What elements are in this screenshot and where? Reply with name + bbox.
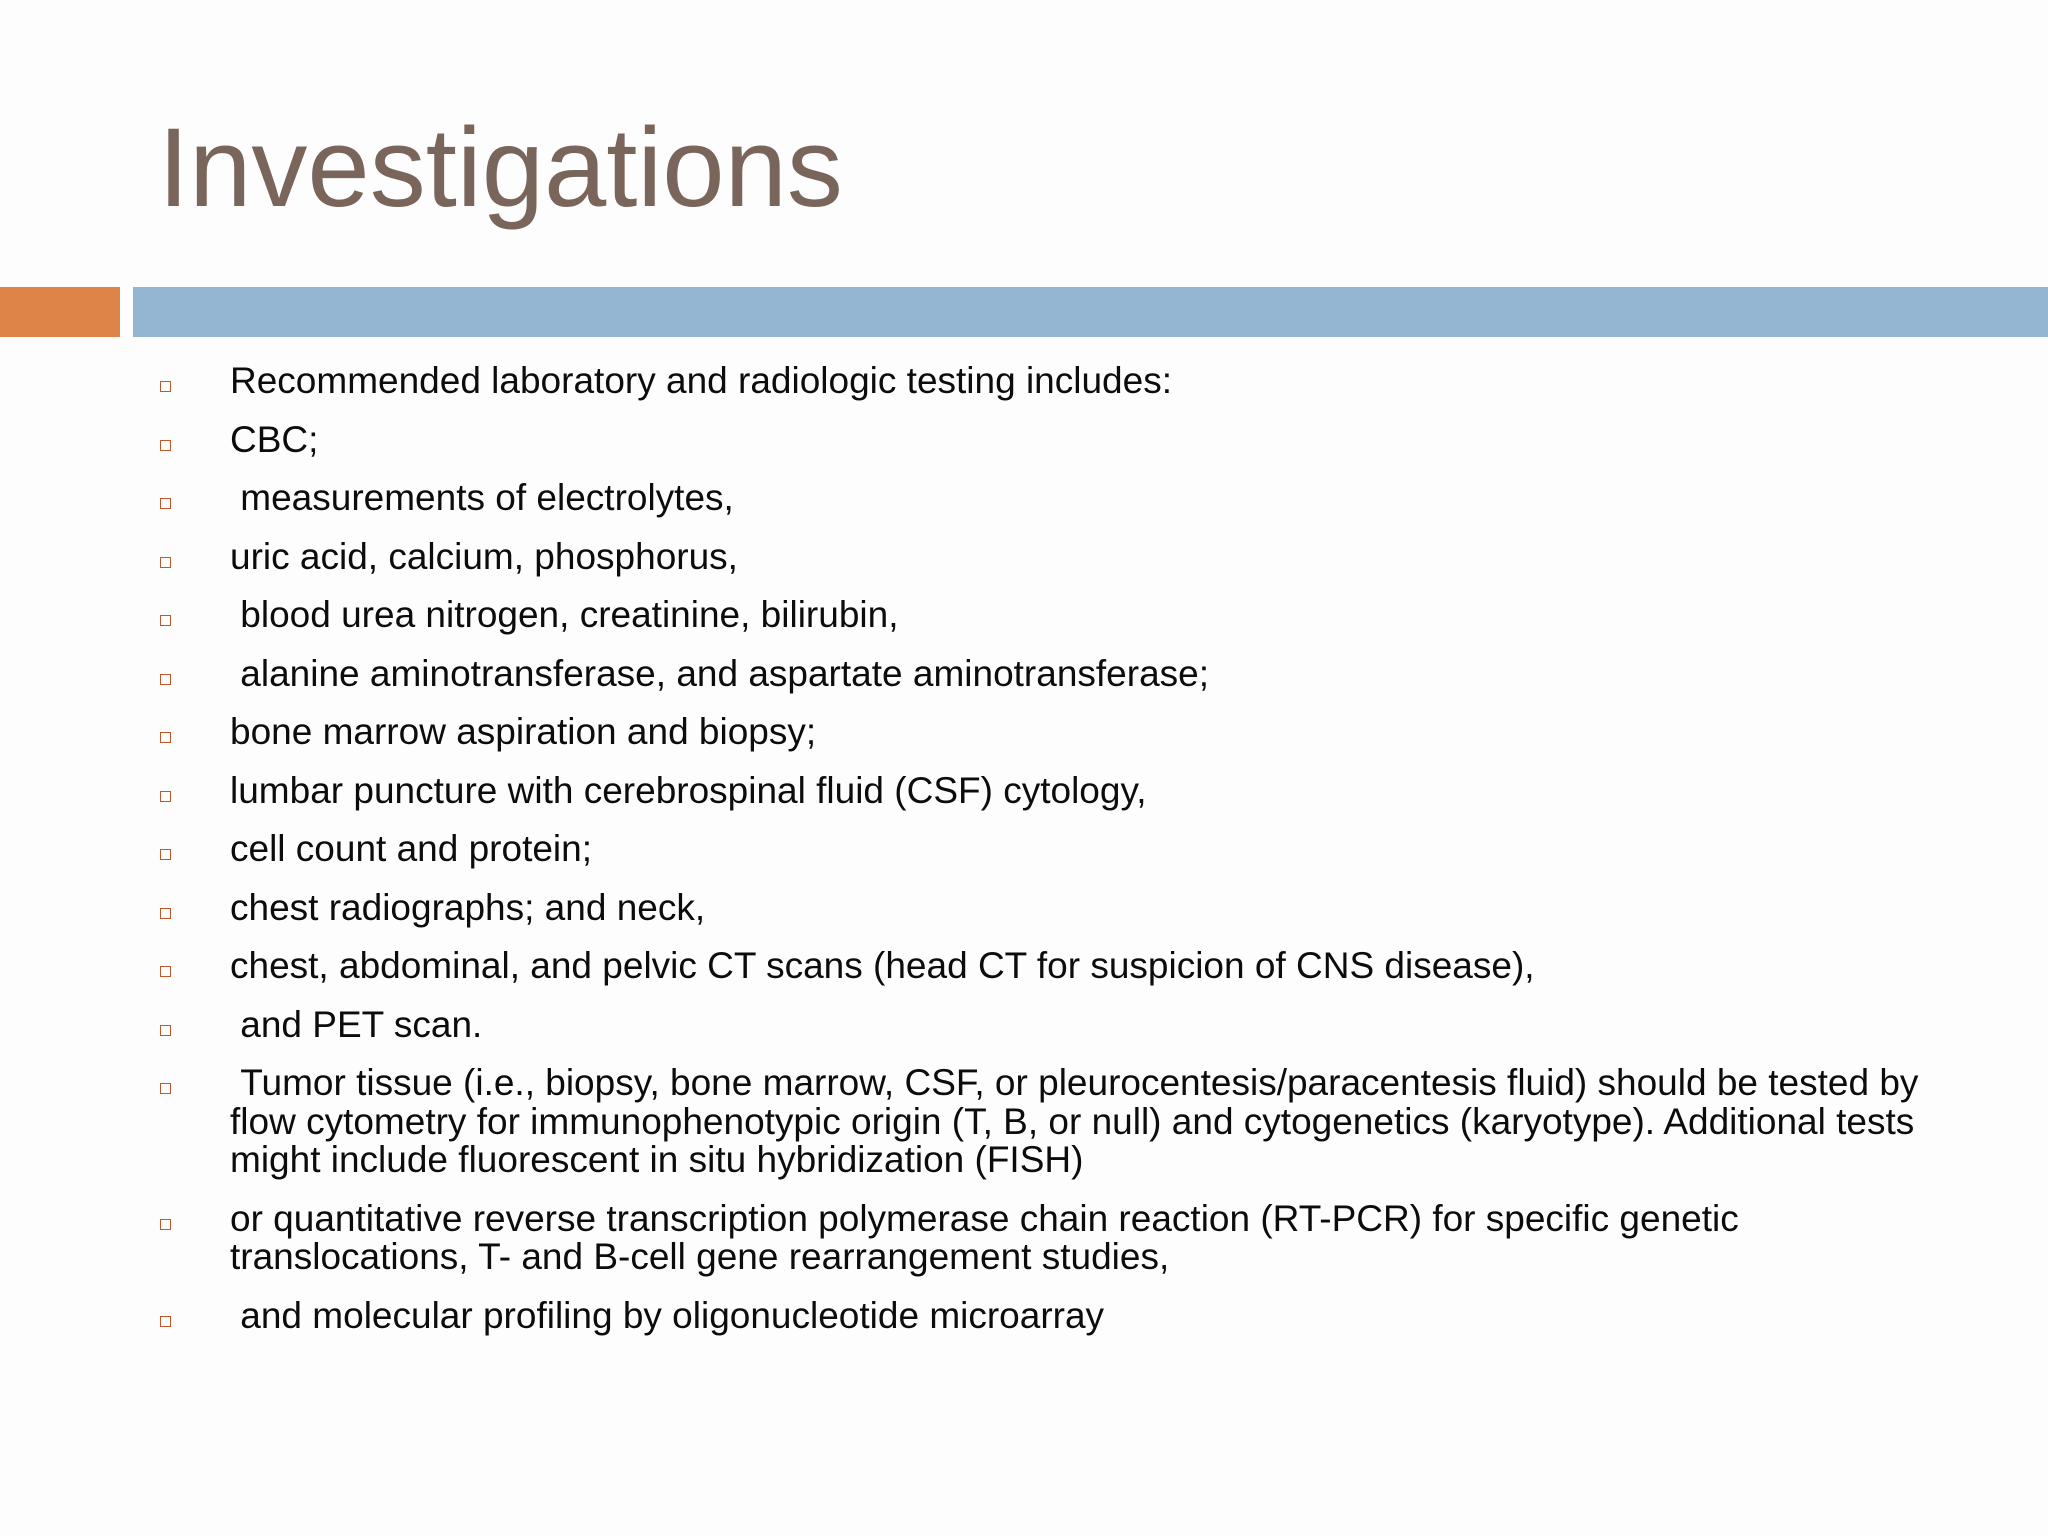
square-bullet-icon — [160, 557, 171, 568]
bullet-text: blood urea nitrogen, creatinine, bilirubin, — [230, 594, 899, 635]
bullet-text: Recommended laboratory and radiologic testing includes: — [230, 360, 1172, 401]
bullet-item — [160, 886, 1960, 928]
bullet-item — [160, 596, 1960, 635]
bullet-text: and PET scan. — [230, 1003, 483, 1045]
bullet-text: cell count and protein; — [230, 828, 593, 869]
bullet-text: chest, abdominal, and pelvic CT scans (head CT for suspicion of CNS disease), — [230, 945, 1535, 986]
bullet-item — [160, 479, 1960, 518]
bullet-item — [160, 1003, 1960, 1045]
bullet-item — [160, 418, 1960, 460]
square-bullet-icon — [160, 1025, 171, 1036]
bullet-list — [160, 362, 1960, 1355]
square-bullet-icon — [160, 440, 171, 451]
square-bullet-icon — [160, 381, 171, 392]
slide-title: Investigations — [158, 105, 843, 230]
bullet-item — [160, 535, 1960, 577]
square-bullet-icon — [160, 1083, 171, 1094]
square-bullet-icon — [160, 498, 171, 509]
square-bullet-icon — [160, 674, 171, 685]
bullet-text: or quantitative reverse transcription polymerase chain reaction (RT-PCR) for specific genetic translocations, T- and B-cell gene rearrangement studies, — [230, 1197, 1750, 1277]
square-bullet-icon — [160, 966, 171, 977]
title-accent-bar — [0, 287, 120, 337]
bullet-item — [160, 947, 1960, 986]
bullet-text: lumbar puncture with cerebrospinal fluid (CSF) cytology, — [230, 769, 1147, 811]
square-bullet-icon — [160, 791, 171, 802]
bullet-text: uric acid, calcium, phosphorus, — [230, 535, 738, 577]
square-bullet-icon — [160, 1316, 171, 1327]
bullet-text: chest radiographs; and neck, — [230, 886, 706, 928]
bullet-text: and molecular profiling by oligonucleotide microarray — [230, 1294, 1105, 1336]
bullet-text: alanine aminotransferase, and aspartate aminotransferase; — [230, 652, 1210, 694]
square-bullet-icon — [160, 615, 171, 626]
bullet-text: Tumor tissue (i.e., biopsy, bone marrow, CSF, or pleurocentesis/paracentesis fluid) should be tested by flow cytometry for immunophenotypic origin (T, B, or null) and cytogenetics (karyotype). Additional tests might include fluorescent in situ hybridization (FISH) — [230, 1062, 1929, 1180]
square-bullet-icon — [160, 849, 171, 860]
bullet-item — [160, 652, 1960, 694]
bullet-item — [160, 713, 1960, 752]
bullet-item — [160, 1294, 1960, 1336]
title-divider-bar — [133, 287, 2048, 337]
square-bullet-icon — [160, 732, 171, 743]
bullet-item — [160, 1197, 1960, 1277]
bullet-text: measurements of electrolytes, — [230, 477, 734, 518]
bullet-item — [160, 1064, 1960, 1180]
bullet-text: bone marrow aspiration and biopsy; — [230, 711, 817, 752]
bullet-item — [160, 362, 1960, 401]
square-bullet-icon — [160, 1219, 171, 1230]
bullet-text: CBC; — [230, 418, 319, 460]
square-bullet-icon — [160, 908, 171, 919]
bullet-item — [160, 769, 1960, 811]
bullet-item — [160, 830, 1960, 869]
